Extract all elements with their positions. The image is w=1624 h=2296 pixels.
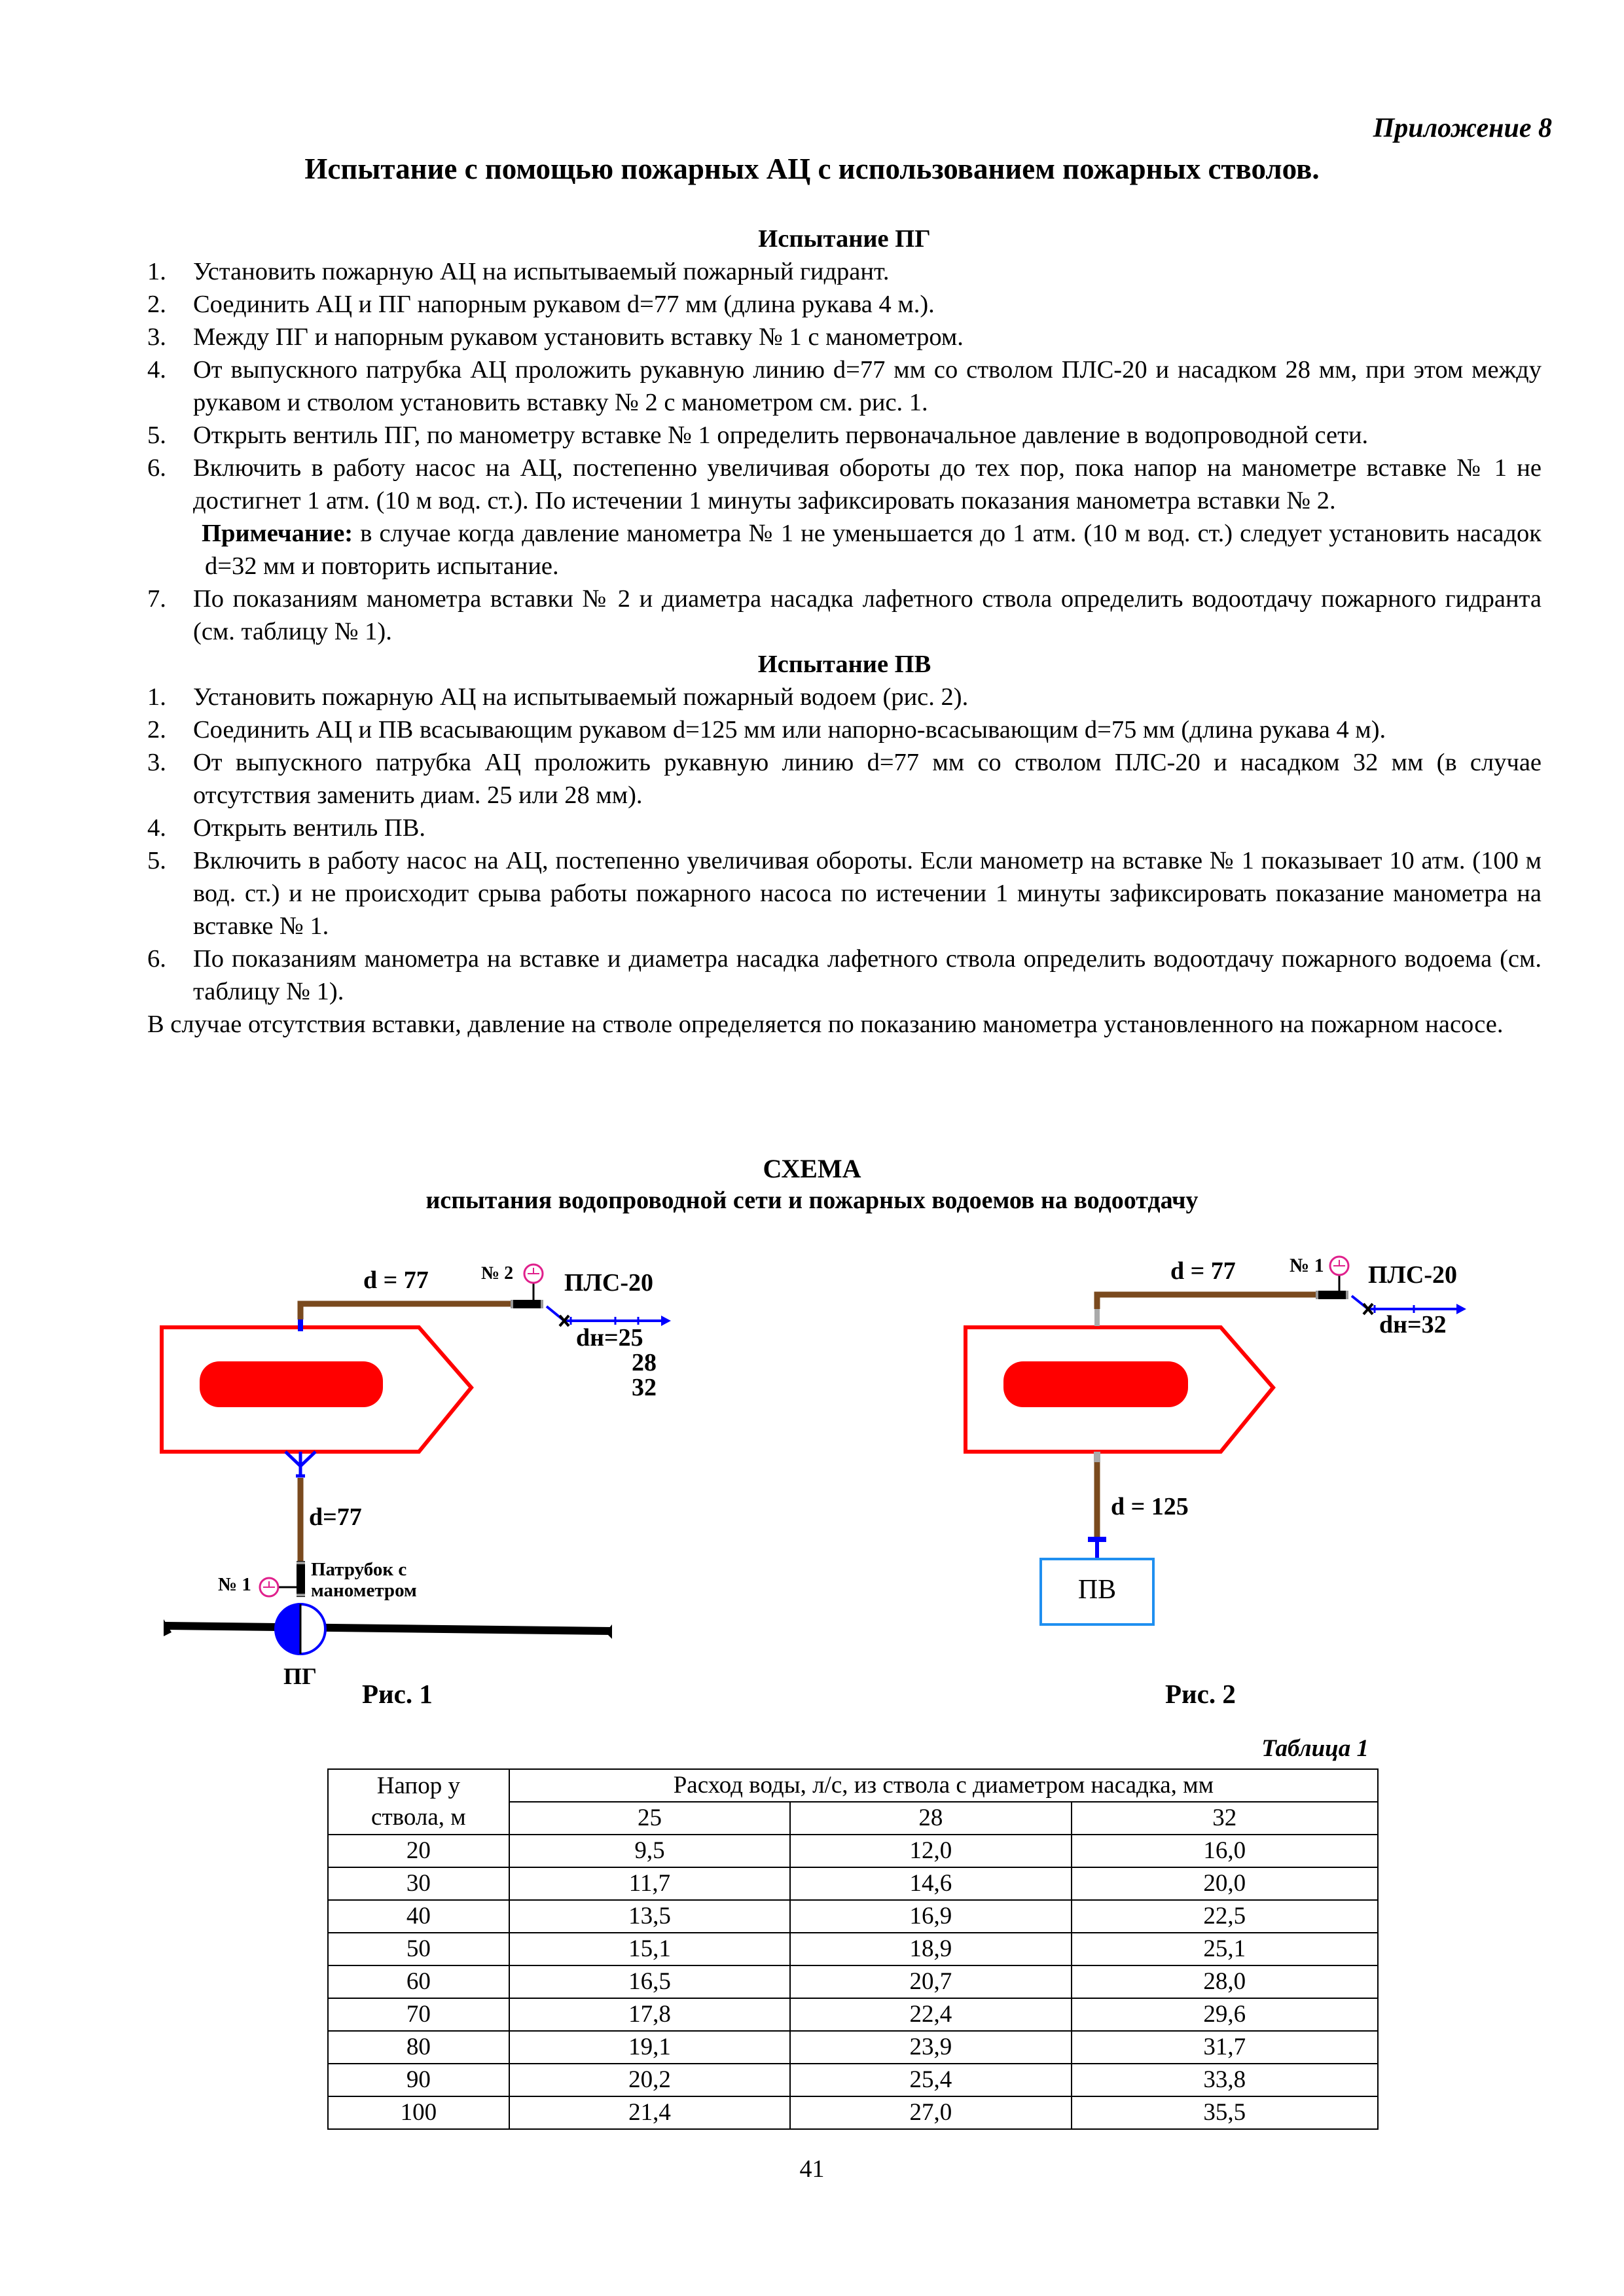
pv-heading: Испытание ПВ [757, 651, 931, 678]
pump-outlet-2 [1094, 1309, 1100, 1326]
table-row: 50 15,1 18,9 25,1 [328, 1933, 1378, 1965]
table-row: 20 9,5 12,0 16,0 [328, 1835, 1378, 1867]
fig1-caption: Рис. 1 [362, 1679, 433, 1709]
pg-item-3: 3. Между ПГ и напорным рукавом установить вставку № 1 с манометром. [147, 323, 964, 351]
pv-item-6: 6. По показаниям манометра на вставке и диаметра насадка лафетного ствола определить водоотдачу пожарного водоема (см. таблицу № 1). [147, 945, 1542, 1005]
fig1-dn-32: 32 [632, 1374, 657, 1401]
pg-heading: Испытание ПГ [758, 225, 931, 253]
fig1-insert1-label: № 1 [218, 1574, 251, 1595]
fig1-insert2-label: № 2 [481, 1263, 514, 1283]
pv-item-1: 1. Установить пожарную АЦ на испытываемый пожарный водоем (рис. 2). [147, 683, 969, 711]
table-head-d32: 32 [1072, 1802, 1378, 1835]
table-header-row [328, 1769, 1378, 1802]
fig2-insert1-label: № 1 [1290, 1255, 1324, 1276]
fig2-hose-bottom-label: d = 125 [1111, 1493, 1189, 1520]
pv-item-4: 4. Открыть вентиль ПВ. [147, 814, 426, 842]
truck-cab-2 [1003, 1361, 1188, 1407]
hose-top-2 [1097, 1295, 1316, 1309]
pv-item-2: 2. Соединить АЦ и ПВ всасывающим рукавом d=125 мм или напорно-всасывающим d=75 мм (длина рукава 4 м). [147, 716, 1386, 744]
fig1-hose-bottom-label: d=77 [309, 1503, 362, 1531]
table-row: 70 17,8 22,4 29,6 [328, 1998, 1378, 2031]
pv-item-5: 5. Включить в работу насос на АЦ, постепенно увеличивая обороты. Если манометр на вставке № 1 показывает 10 атм. (100 м вод. ст.) и не происходит срыва работы пожарного насоса по истечении 1 минуты зафиксировать показание манометра на вставке № 1. [147, 847, 1542, 940]
fig2-hose-top-label: d = 77 [1170, 1257, 1236, 1285]
fig2-caption: Рис. 2 [1165, 1679, 1236, 1709]
page-number: 41 [799, 2155, 825, 2183]
fig1-dn-28: 28 [632, 1349, 657, 1376]
pg-item-2: 2. Соединить АЦ и ПГ напорным рукавом d=77 мм (длина рукава 4 м.). [147, 291, 935, 318]
fig1-hose-top-label: d = 77 [363, 1266, 429, 1294]
schema-title: СХЕМА [763, 1154, 861, 1183]
insert-1-fig2 [1316, 1291, 1348, 1299]
pg-item-5: 5. Открыть вентиль ПГ, по манометру вставке № 1 определить первоначальное давление в водопроводной сети. [147, 422, 1369, 449]
hose-top-1 [300, 1304, 511, 1319]
reservoir-label: ПВ [1077, 1575, 1117, 1605]
pump-outlet-1 [298, 1319, 303, 1331]
table-head-d28: 28 [790, 1802, 1071, 1835]
y-connector-icon [285, 1452, 316, 1476]
table-head-span: Расход воды, л/с, из ствола с диаметром насадка, мм [509, 1769, 1378, 1802]
insert-2 [511, 1300, 543, 1308]
schema-subtitle: испытания водопроводной сети и пожарных водоемов на водоотдачу [425, 1187, 1199, 1214]
truck-cab-1 [200, 1361, 383, 1407]
table-row: 90 20,2 25,4 33,8 [328, 2064, 1378, 2096]
fig1-pipe-label: Патрубок с манометром [311, 1559, 417, 1601]
table-row: 40 13,5 16,9 22,5 [328, 1900, 1378, 1933]
hydrant-label: ПГ [283, 1663, 317, 1689]
pv-closing-paragraph: В случае отсутствия вставки, давление на стволе определяется по показанию манометра установленного на пожарном насосе. [147, 1011, 1504, 1038]
page-title: Испытание с помощью пожарных АЦ с использованием пожарных стволов. [304, 152, 1320, 185]
fig1-dn-label: dн=25 [576, 1324, 643, 1352]
table-head-pressure: Напор у ствола, м [328, 1769, 509, 1835]
table-row: 100 21,4 27,0 35,5 [328, 2096, 1378, 2129]
pg-item-7: 7. По показаниям манометра вставки № 2 и диаметра насадка лафетного ствола определить водоотдачу пожарного гидранта (см. таблицу № 1). [147, 585, 1542, 645]
table-label: Таблица 1 [1261, 1735, 1369, 1762]
pg-item-1: 1. Установить пожарную АЦ на испытываемый пожарный гидрант. [147, 258, 890, 285]
table-row: 60 16,5 20,7 28,0 [328, 1965, 1378, 1998]
table-row: 80 19,1 23,9 31,7 [328, 2031, 1378, 2064]
appendix-label: Приложение 8 [1373, 113, 1552, 143]
fig2-nozzle-label: ПЛС-20 [1368, 1261, 1457, 1289]
fig2-dn-label: dн=32 [1379, 1311, 1447, 1338]
pg-item-6: 6. Включить в работу насос на АЦ, постепенно увеличивая обороты до тех пор, пока напор на манометре вставке № 1 не достигнет 1 атм. (10 м вод. ст.). По истечении 1 минуты зафиксировать показания манометра вставки № 2. [147, 454, 1542, 514]
hydrant-icon [276, 1604, 325, 1654]
pg-note: Примечание: в случае когда давление манометра № 1 не уменьшается до 1 атм. (10 м вод. ст.) следует установить насадок d=32 мм и повторить испытание. [202, 520, 1542, 580]
fig1-nozzle-label: ПЛС-20 [564, 1269, 653, 1297]
flow-rate-table [327, 1768, 1379, 2130]
table-row: 30 11,7 14,6 20,0 [328, 1867, 1378, 1900]
water-main-pipe [164, 1622, 612, 1635]
pv-item-3: 3. От выпускного патрубка АЦ проложить рукавную линию d=77 мм со стволом ПЛС-20 и насадком 32 мм (в случае отсутствия заменить диам. 25 или 28 мм). [147, 749, 1542, 809]
pg-item-4: 4. От выпускного патрубка АЦ проложить рукавную линию d=77 мм со стволом ПЛС-20 и насадком 28 мм, при этом между рукавом и стволом установить вставку № 2 с манометром см. рис. 1. [147, 356, 1542, 416]
table-head-d25: 25 [509, 1802, 790, 1835]
insert-1-pipe [297, 1561, 305, 1597]
